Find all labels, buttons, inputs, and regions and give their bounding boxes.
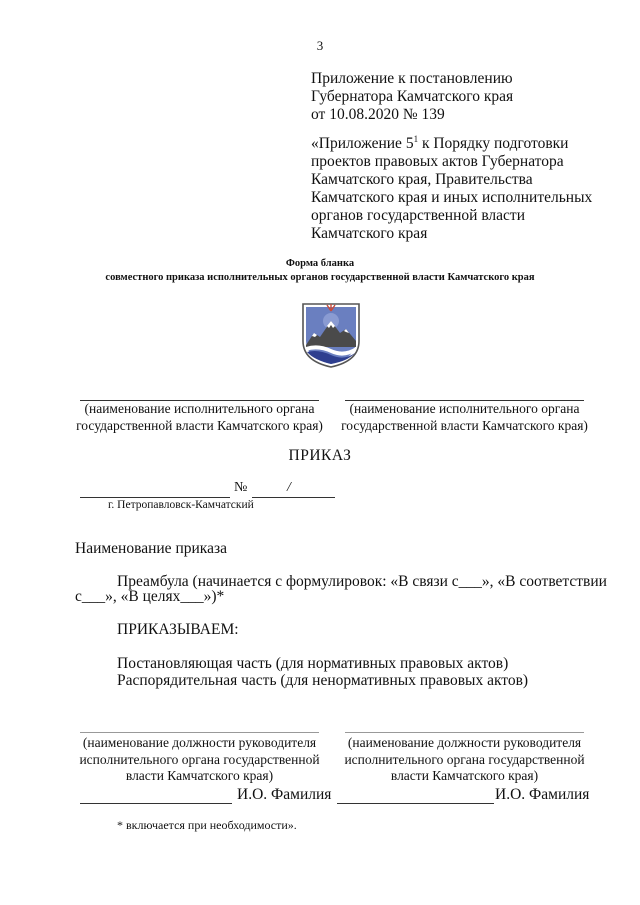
orders-word: ПРИКАЗЫВАЕМ: (117, 621, 239, 638)
parts-line-1: Постановляющая часть (для нормативных правовых актов) (117, 655, 509, 672)
org-left-caption (70, 401, 329, 434)
page-number: 3 (316, 38, 324, 53)
org-right-caption-line-1: (наименование исполнительного органа (349, 401, 580, 416)
footnote: * включается при необходимости». (117, 818, 297, 832)
position-left-caption-line-1: (наименование должности руководителя (82, 735, 317, 750)
appendix-quote-line-1 (311, 135, 631, 153)
form-title-line-2: совместного приказа исполнительных органов государственной власти Камчатского края (105, 272, 535, 283)
signature-left-line (80, 803, 232, 804)
position-left-caption (70, 735, 329, 785)
number-slash: / (287, 480, 291, 495)
order-heading: ПРИКАЗ (288, 447, 352, 464)
position-right-caption-line-1: (наименование должности руководителя (347, 735, 582, 750)
order-name: Наименование приказа (75, 540, 227, 557)
signature-right-name: И.О. Фамилия (495, 786, 590, 803)
form-title (0, 257, 640, 285)
appendix-quote-post: к Порядку подготовки (418, 135, 569, 152)
org-right-caption-line-2: государственной власти Камчатского края) (341, 417, 588, 433)
parts-line-2: Распорядительная часть (для ненормативных правовых актов) (117, 672, 529, 689)
appendix-quote-sup: 1 (413, 133, 419, 144)
org-left-caption-line-1: (наименование исполнительного органа (84, 401, 315, 416)
number-sign: № (234, 480, 248, 495)
appendix-line-3: от 10.08.2020 № 139 (311, 106, 445, 123)
org-right-caption (335, 401, 594, 434)
preamble-line-2: с___», «В целях___»)* (75, 588, 225, 605)
appendix-quote-line-2: проектов правовых актов Губернатора (311, 153, 564, 170)
appendix-quote-line-5: органов государственной власти (311, 207, 525, 224)
position-right-caption-line-2: исполнительного органа государственной (344, 751, 585, 767)
appendix-quote-line-4: Камчатского края и иных исполнительных (311, 189, 593, 206)
appendix-header (311, 70, 631, 243)
appendix-quote-pre: «Приложение 5 (311, 135, 414, 152)
city-label: г. Петропавловск-Камчатский (108, 499, 254, 511)
position-right-caption-line-3: власти Камчатского края) (390, 768, 539, 783)
appendix-quote-line-3: Камчатского края, Правительства (311, 171, 533, 188)
position-right-line (345, 732, 584, 733)
position-left-caption-line-3: власти Камчатского края) (125, 768, 274, 783)
org-left-caption-line-2: государственной власти Камчатского края) (76, 417, 323, 433)
appendix-line-2: Губернатора Камчатского края (311, 88, 514, 105)
appendix-line-1: Приложение к постановлению (311, 70, 513, 87)
preamble-line-1: Преамбула (начинается с формулировок: «В связи с___», «В соответствии (117, 573, 607, 590)
signature-right-line (337, 803, 494, 804)
kamchatka-coat-of-arms-icon (300, 301, 362, 369)
appendix-quote-line-6: Камчатского края (311, 225, 428, 242)
number-line (252, 497, 335, 498)
position-left-caption-line-2: исполнительного органа государственной (79, 751, 320, 767)
date-line (80, 497, 230, 498)
position-right-caption (335, 735, 594, 785)
form-title-line-1: Форма бланка (285, 258, 355, 269)
signature-left-name: И.О. Фамилия (237, 786, 332, 803)
position-left-line (80, 732, 319, 733)
